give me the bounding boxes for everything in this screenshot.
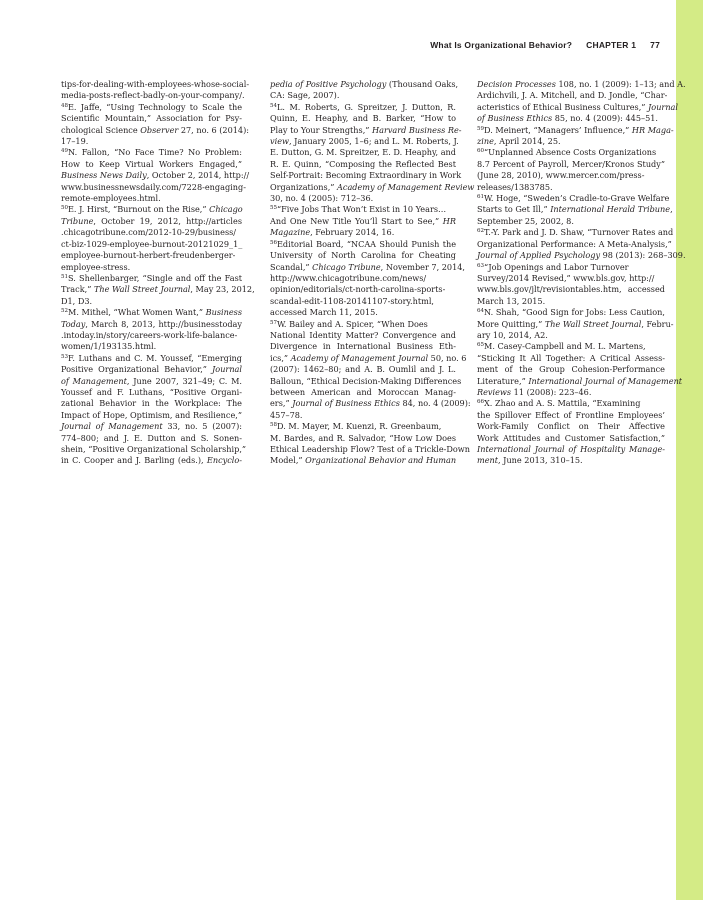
note-line [270, 227, 456, 238]
note-italic-text: International Journal of Hospitality Manage- [477, 444, 665, 454]
note-text: D. M. Mayer, M. Kuenzi, R. Greenbaum, [277, 421, 442, 432]
note-line [61, 102, 242, 113]
note-italic-text: Business [205, 307, 242, 318]
note-text: Quinn, E. Heaphy, and B. Barker, “How to [270, 113, 456, 124]
note-italic-text: Reviews [477, 386, 512, 397]
note-line [61, 181, 246, 193]
note-text: W. Bailey and A. Spicer, “When Does [277, 318, 428, 329]
note-line [270, 375, 462, 387]
note-line [61, 159, 242, 170]
note-italic-text: Encyclo- [206, 455, 242, 466]
note-text: Survey/2014 Revised,” www.bls.gov, http:// [477, 272, 655, 283]
note-text: acteristics of Ethical Business Cultures,” [477, 101, 649, 112]
note-text: 33, no. 5 (2007): [162, 421, 242, 432]
note-line [61, 284, 255, 295]
note-line [270, 421, 456, 432]
note-number: 48 [61, 102, 68, 109]
note-text: And One New Title You’ll Start to See,” [270, 215, 443, 226]
note-text: .chicagotribune.com/2012-10-29/business/ [61, 227, 237, 238]
note-italic-text: Tribune [61, 215, 94, 226]
note-number: 53 [61, 353, 68, 360]
note-text: 17–19. [61, 136, 89, 147]
note-text: F. Luthans and C. M. Youssef, “Emerging [68, 352, 242, 363]
note-text: X. Zhao and A. S. Mattila, “Examining [484, 398, 641, 409]
note-line [270, 124, 462, 136]
note-line [270, 387, 456, 398]
note-text: ers,” [270, 398, 293, 409]
note-italic-text: zine [477, 136, 494, 147]
note-italic-text: Organizational Behavior and Human [305, 455, 457, 466]
note-line [477, 398, 665, 409]
note-text: Literature,” [477, 375, 529, 386]
note-text: , January 2005, 1–6; and L. M. Roberts, J. [288, 136, 459, 147]
note-line [270, 79, 459, 90]
note-line [61, 341, 242, 352]
note-line [61, 147, 242, 158]
running-header [60, 40, 660, 50]
note-text: between American and Moroccan Manag- [270, 386, 456, 397]
note-text: the Spillover Effect of Frontline Employees’ [477, 409, 665, 420]
note-text: women/1/193135.html. [61, 341, 157, 352]
note-line [270, 444, 470, 455]
note-line [477, 147, 665, 158]
note-number: 59 [477, 125, 484, 132]
note-text: .intoday.in/story/careers-work-life-balance- [61, 329, 238, 340]
note-line [477, 433, 665, 444]
note-line [61, 376, 242, 387]
note-line [270, 319, 456, 330]
note-text: Divergence in International Business Eth- [270, 341, 456, 352]
note-text: Self-Portrait: Becoming Extraordinary in Work [270, 170, 462, 181]
note-line [61, 193, 242, 204]
note-text: W. Hoge, “Sweden’s Cradle-to-Grave Welfare [484, 193, 670, 204]
note-line [477, 250, 686, 261]
note-text: Model,” [270, 455, 306, 466]
note-text: (June 28, 2010), www.mercer.com/press- [477, 170, 645, 181]
note-line [477, 159, 665, 170]
note-line [477, 262, 665, 273]
note-line [61, 444, 247, 455]
note-text: September 25, 2002, 8. [477, 215, 574, 226]
note-line [477, 90, 668, 101]
note-line [61, 330, 242, 341]
note-line [477, 455, 665, 466]
note-text: zational Behavior in the Workplace: The [61, 398, 242, 409]
note-text: , March 8, 2013, http://businesstoday [85, 318, 242, 329]
note-text: Editorial Board, “NCAA Should Punish the [277, 238, 456, 249]
note-italic-text: Journal of Applied Psychology [477, 250, 601, 261]
note-number: 54 [270, 102, 277, 109]
note-line [477, 273, 665, 284]
note-line [61, 433, 242, 444]
note-text: , [670, 204, 673, 215]
note-line [270, 273, 456, 284]
note-italic-text: Decision Processes [477, 79, 556, 89]
note-line [477, 136, 665, 147]
note-line [477, 193, 670, 204]
note-italic-text: Business News Daily [61, 170, 147, 181]
note-line [477, 204, 673, 215]
note-italic-text: Chicago Tribune [312, 261, 381, 272]
note-line [61, 387, 242, 398]
note-text: March 13, 2015. [477, 295, 546, 306]
note-italic-text: Journal of Management [61, 421, 163, 432]
note-text: How to Keep Virtual Workers Engaged,” [61, 158, 242, 169]
note-number: 51 [61, 273, 68, 280]
note-line [270, 204, 456, 215]
note-line [270, 170, 462, 181]
note-line [61, 216, 242, 227]
note-number: 55 [270, 205, 277, 212]
note-number: 56 [270, 239, 277, 246]
note-line [477, 364, 665, 375]
note-text: L. M. Roberts, G. Spreitzer, J. Dutton, R. [277, 101, 456, 112]
note-line [61, 455, 242, 466]
note-line [270, 284, 456, 295]
notes-column-3 [477, 79, 686, 467]
note-number: 60 [477, 148, 484, 155]
note-text: Ardichvili, J. A. Mitchell, and D. Jondle, “Char- [477, 90, 668, 101]
note-line [270, 193, 456, 204]
note-line [477, 238, 672, 250]
note-italic-text: ment [477, 455, 499, 466]
note-text: Youssef and F. Luthans, “Positive Organi- [61, 386, 242, 397]
note-line [477, 216, 665, 227]
note-number: 57 [270, 319, 277, 326]
note-text: opinion/editorials/ct-north-carolina-sports- [270, 284, 446, 295]
note-line [270, 102, 456, 113]
note-number: 52 [61, 308, 68, 315]
note-line [61, 79, 250, 90]
note-text: 30, no. 4 (2005): 712–36. [270, 193, 374, 204]
note-text: National Identity Matter? Convergence and [270, 329, 456, 340]
note-line [477, 124, 674, 136]
note-number: 61 [477, 194, 484, 201]
note-line [477, 79, 686, 90]
note-line [477, 410, 665, 421]
note-line [61, 273, 242, 284]
note-line [61, 136, 242, 147]
note-line [270, 147, 456, 158]
note-text: (Thousand Oaks, [386, 79, 459, 89]
note-text: 50, no. 6 [428, 352, 467, 363]
note-italic-text: HR Maga- [631, 124, 674, 135]
note-text: , June 2013, 310–15. [498, 455, 583, 466]
note-line [477, 296, 665, 307]
note-line [477, 113, 665, 124]
note-line [61, 410, 242, 421]
note-italic-text: pedia of Positive Psychology [270, 79, 387, 89]
note-text: , October 19, 2012, http://articles [93, 215, 242, 226]
note-text: Scandal,” [270, 261, 313, 272]
note-text: CA: Sage, 2007). [270, 90, 340, 101]
note-line [477, 387, 665, 398]
note-text: E. Jaffe, “Using Technology to Scale the [68, 101, 242, 112]
note-line [477, 421, 665, 432]
note-italic-text: Journal [212, 364, 242, 375]
note-text: 98 (2013): 268–309. [600, 250, 686, 261]
note-text: accessed March 11, 2015. [270, 307, 378, 318]
note-text: 85, no. 4 (2009): 445–51. [552, 113, 658, 124]
note-text: D. Meinert, “Managers’ Influence,” [484, 124, 632, 135]
note-text: Starts to Get Ill,” [477, 204, 551, 215]
note-number: 63 [477, 262, 484, 269]
note-text: Work-Family Conflict on Their Affective [477, 421, 665, 432]
note-text: , May 23, 2012, [190, 284, 255, 295]
note-italic-text: Academy of Management Journal [290, 352, 429, 363]
note-text: remote-employees.html. [61, 193, 161, 204]
note-number: 62 [477, 228, 484, 235]
note-number: 64 [477, 308, 484, 315]
note-line [270, 307, 456, 318]
note-text: “Five Jobs That Won’t Exist in 10 Years… [277, 204, 447, 215]
note-text: 27, no. 6 (2014): [178, 124, 250, 135]
note-line [270, 330, 456, 341]
note-number: 66 [477, 399, 484, 406]
note-text: ment of the Group Cohesion-Performance [477, 364, 665, 375]
note-text: “Sticking It All Together: A Critical Assess- [477, 352, 665, 363]
note-line [270, 250, 456, 261]
note-line [61, 319, 242, 330]
note-text: 84, no. 4 (2009): [399, 398, 471, 409]
note-italic-text: International Herald Tribune [550, 204, 671, 215]
note-italic-text: Journal of Business Ethics [292, 398, 400, 409]
note-line [61, 307, 242, 318]
note-line [477, 341, 665, 352]
note-text: M. Casey-Campbell and M. L. Martens, [484, 341, 646, 352]
side-color-strip [676, 0, 703, 900]
note-line [270, 261, 466, 273]
note-line [270, 159, 456, 170]
note-italic-text: Magazine [270, 227, 311, 238]
note-text: Play to Your Strengths,” [270, 124, 373, 135]
notes-column-2 [270, 79, 475, 467]
note-line [270, 181, 475, 193]
note-line [477, 227, 674, 238]
note-text: E. Dutton, G. M. Spreitzer, E. D. Heaphy, and [270, 147, 456, 158]
note-line [270, 433, 456, 444]
page-number: 77 [650, 40, 660, 50]
note-text: 11 (2008): 223–46. [511, 386, 592, 397]
note-text: Organizational Performance: A Meta-Analysis,” [477, 238, 672, 249]
note-line [61, 90, 245, 101]
note-text: ics,” [270, 352, 291, 363]
note-line [61, 227, 242, 238]
note-line [61, 170, 250, 181]
note-line [61, 296, 242, 307]
note-text: 8.7 Percent of Payroll, Mercer/Kronos Study” [477, 158, 665, 169]
note-text: , June 2007, 321–49; C. M. [126, 375, 242, 386]
note-text: media-posts-reflect-badly-on-your-company/. [61, 90, 245, 101]
note-line [61, 353, 242, 364]
note-text: D1, D3. [61, 295, 93, 306]
note-text: “Job Openings and Labor Turnover [484, 261, 629, 272]
note-line [477, 170, 665, 181]
note-italic-text: International Journal of Management [528, 375, 683, 386]
note-text: scandal-edit-1108-20141107-story.html, [270, 295, 435, 306]
note-text: M. Bardes, and R. Salvador, “How Low Does [270, 432, 456, 443]
note-line [61, 364, 242, 375]
note-text: 457–78. [270, 409, 303, 420]
note-line [270, 296, 456, 307]
note-line [61, 250, 242, 261]
note-text: employee-stress. [61, 261, 131, 272]
note-text: www.bls.gov/jlt/revisiontables.htm, accessed [477, 284, 665, 295]
note-line [477, 353, 665, 364]
note-text: Impact of Hope, Optimism, and Resilience,” [61, 409, 242, 420]
note-text: 108, no. 1 (2009): 1–13; and A. [555, 79, 686, 89]
note-italic-text: The Wall Street Journal [93, 284, 191, 295]
note-text: N. Shah, “Good Sign for Jobs: Less Caution, [484, 307, 665, 318]
note-italic-text: HR [442, 215, 456, 226]
note-text: www.businessnewsdaily.com/7228-engaging- [61, 181, 246, 192]
note-text: Work Attitudes and Customer Satisfaction,” [477, 432, 665, 443]
note-line [61, 262, 242, 273]
note-text: tips-for-dealing-with-employees-whose-social- [61, 79, 250, 89]
note-line [61, 421, 242, 432]
note-text: S. Shellenbarger, “Single and off the Fast [68, 272, 242, 283]
note-text: Organizations,” [270, 181, 338, 192]
note-text: , April 2014, 25. [493, 136, 561, 147]
note-text: , November 7, 2014, [380, 261, 466, 272]
note-text: shein, “Positive Organizational Scholarship,” [61, 444, 247, 454]
note-line [270, 136, 459, 147]
note-line [477, 101, 678, 113]
note-line [270, 398, 471, 409]
note-italic-text: Harvard Business Re- [372, 124, 462, 135]
note-line [270, 216, 456, 227]
note-italic-text: Academy of Management Review [337, 181, 475, 192]
note-number: 49 [61, 148, 68, 155]
note-italic-text: The Wall Street Journal [544, 318, 642, 329]
note-line [477, 375, 683, 387]
note-line [61, 113, 242, 124]
note-line [61, 239, 242, 250]
chapter-label: CHAPTER 1 [586, 40, 637, 50]
note-line [477, 444, 665, 455]
note-italic-text: Chicago [209, 204, 243, 215]
note-line [477, 318, 674, 330]
note-text: E. J. Hirst, “Burnout on the Rise,” [68, 204, 210, 215]
note-italic-text: of Management [61, 375, 127, 386]
note-text: , February 2014, 16. [310, 227, 395, 238]
note-text: N. Fallon, “No Face Time? No Problem: [68, 147, 242, 158]
note-text: employee-burnout-herbert-freudenberger- [61, 250, 236, 261]
note-italic-text: view [270, 136, 289, 147]
note-italic-text: Journal [648, 101, 678, 112]
note-text: R. E. Quinn, “Composing the Reflected Best [270, 158, 456, 169]
note-text: 774–800; and J. E. Dutton and S. Sonen- [61, 432, 242, 443]
note-text: ary 10, 2014, A2. [477, 329, 548, 340]
note-text: Balloun, “Ethical Decision-Making Differences [270, 375, 462, 386]
note-number: 65 [477, 342, 484, 349]
note-text: More Quitting,” [477, 318, 545, 329]
note-text: Positive Organizational Behavior,” [61, 364, 213, 375]
note-line [477, 182, 665, 193]
note-line [270, 364, 456, 375]
note-line [61, 124, 250, 136]
note-text: releases/1383785. [477, 181, 553, 192]
note-text: , October 2, 2014, http:// [146, 170, 250, 181]
note-text: in C. Cooper and J. Barling (eds.), [61, 455, 207, 466]
note-text: University of North Carolina for Cheating [270, 250, 456, 261]
note-line [477, 284, 665, 295]
section-title: What Is Organizational Behavior? [430, 40, 573, 50]
note-text: http://www.chicagotribune.com/news/ [270, 272, 427, 283]
note-line [270, 113, 456, 124]
note-italic-text: of Business Ethics [477, 113, 553, 124]
note-text: , Febru- [641, 318, 674, 329]
note-line [270, 455, 456, 466]
note-line [61, 204, 242, 215]
note-italic-text: Observer [140, 124, 179, 135]
note-text: Ethical Leadership Flow? Test of a Trickle-Down [270, 444, 470, 454]
note-italic-text: Today [61, 318, 86, 329]
note-line [270, 341, 456, 352]
note-text: chological Science [61, 124, 141, 135]
note-line [270, 239, 456, 250]
note-text: ct-biz-1029-employee-burnout-20121029_1_ [61, 238, 243, 249]
note-line [270, 352, 467, 364]
note-text: “Unplanned Absence Costs Organizations [484, 147, 657, 158]
note-text: Scientific Mountain,” Association for Psy- [61, 113, 242, 124]
note-text: (2007): 1462–80; and A. B. Oumlil and J. L. [270, 364, 456, 375]
note-line [270, 410, 456, 421]
note-text: M. Mithel, “What Women Want,” [68, 307, 206, 318]
note-line [270, 90, 456, 101]
note-text: T.-Y. Park and J. D. Shaw, “Turnover Rates and [484, 227, 674, 238]
note-line [61, 398, 242, 409]
note-text: Track,” [61, 284, 94, 295]
note-number: 58 [270, 422, 277, 429]
note-number: 50 [61, 205, 68, 212]
notes-column-1 [61, 79, 255, 467]
note-line [477, 330, 665, 341]
note-line [477, 307, 665, 318]
